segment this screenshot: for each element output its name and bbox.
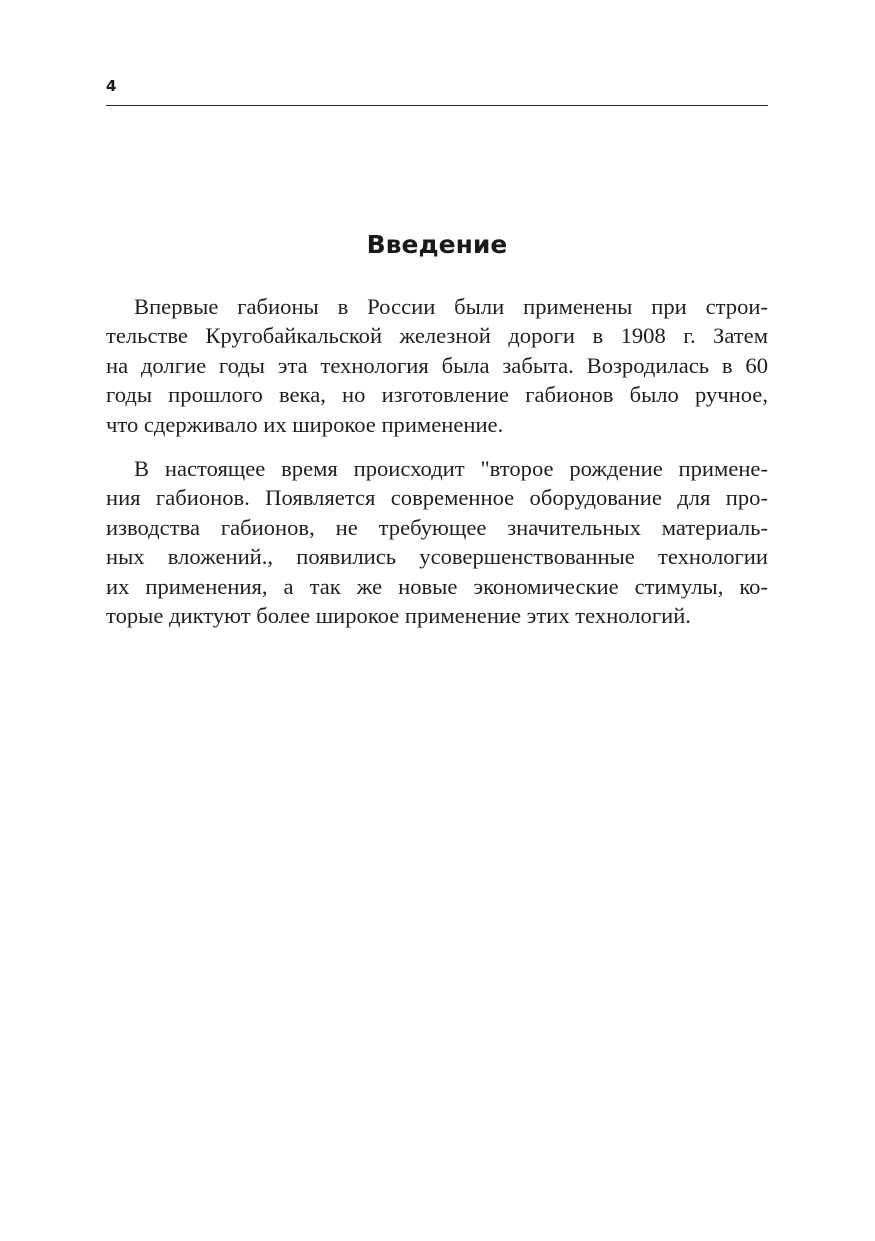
chapter-title: Введение [366, 230, 508, 259]
header-rule [106, 105, 768, 106]
paragraph-line: В настоящее время происходит "второе рождение применe- [134, 456, 768, 481]
paragraph-line: изводства габионов, не требующее значительных материаль- [106, 514, 768, 540]
paragraph-line: ных вложений., появились усовершенствованные технологии [106, 544, 768, 570]
paragraph-line: тельстве Кругобайкальской железной дороги в 1908 г. Затем [106, 323, 768, 349]
paragraph-line: торые диктуют более широкое применение этих технологий. [106, 603, 691, 629]
paragraph-line: годы прошлого века, но изготовление габионов было ручное, [106, 382, 768, 408]
paragraph-line: на долгие годы эта технология была забыта. Возродилась в 60 [106, 352, 768, 378]
page-number: 4 [106, 77, 117, 95]
paragraph-2 [106, 454, 768, 630]
paragraph-line: ния габионов. Появляется современное оборудование для про- [106, 485, 768, 511]
paragraph-1 [106, 292, 768, 439]
paragraph-line: их применения, а так же новые экономические стимулы, ко- [106, 573, 768, 599]
paragraph-line: что сдерживало их широкое применение. [106, 411, 504, 437]
paragraph-line: Впервые габионы в России были применены при строи- [134, 294, 768, 319]
